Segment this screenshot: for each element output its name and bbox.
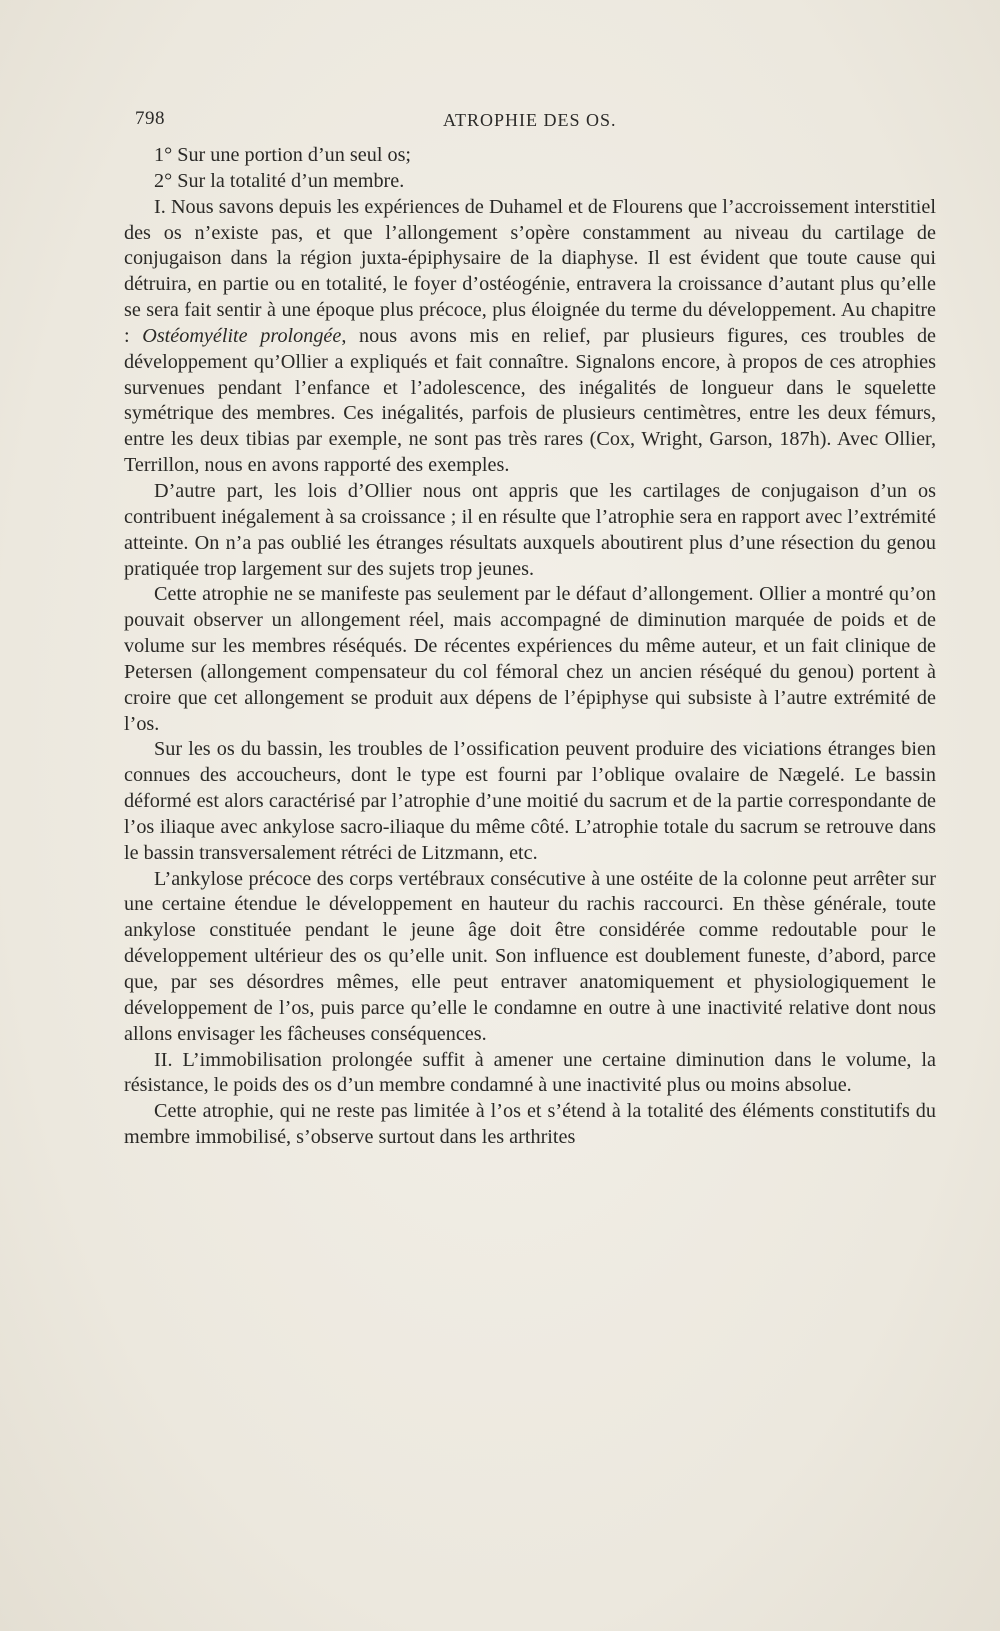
paragraph-section-i-start: I. Nous savons depuis les expériences de Duhamel et de Flourens que l’accroissement interstitiel des os n’existe pas, et que l’allongement s’opère constamment au niveau du cartilage de conjugaison dans la région juxta-épiphysaire de la diaphyse. Il est évident que toute cause qui détruira, en partie ou en totalité, le foyer d’ostéogénie, entravera la croissance d’autant plus qu’elle se sera fait sentir à une époque plus précoce, plus éloignée du terme du développement. Au chapitre : xyxy=(124,195,936,347)
page-number: 798 xyxy=(135,108,165,129)
paragraph-section-i-rest: , nous avons mis en relief, par plusieurs figures, ces troubles de développement qu’Ollier a expliqués et fait connaître. Signalons encore, à propos de ces atrophies survenues pendant l’enfance et l’adolescence, des inégalités de longueur dans le squelette symétrique des membres. Ces inégalités, parfois de plusieurs centimètres, entre les deux fémurs, entre les deux tibias par exemple, ne sont pas très rares (Cox, Wright, Garson, 187h). Avec Ollier, Terrillon, nous en avons rapporté des exemples. xyxy=(124,324,936,477)
paragraph-section-ii: II. L’immobilisation prolongée suffit à amener une certaine diminution dans le volume, la résistance, le poids des os d’un membre condamné à une inactivité plus ou moins absolue. xyxy=(124,1048,936,1097)
paragraph-atrophy-arthrites: Cette atrophie, qui ne reste pas limitée à l’os et s’étend à la totalité des éléments constitutifs du membre immobilisé, s’observe surtout dans les arthrites xyxy=(124,1100,936,1149)
paragraph-enum-1: 1° Sur une portion d’un seul os; xyxy=(154,144,412,166)
paragraph-bassin: Sur les os du bassin, les troubles de l’ossification peuvent produire des viciations étranges bien connues des accoucheurs, dont le type est fourni par l’oblique ovalaire de Nægelé. Le bassin déformé est alors caractérisé par l’atrophie d’une moitié du sacrum et de la partie correspondante de l’os iliaque avec ankylose sacro-iliaque du même côté. L’atrophie totale du sacrum se retrouve dans le bassin transversalement rétréci de Litzmann, etc. xyxy=(124,738,936,864)
body-text xyxy=(124,143,936,1151)
paragraph-atrophy-allongement: Cette atrophie ne se manifeste pas seulement par le défaut d’allongement. Ollier a montré qu’on pouvait observer un allongement réel, mais accompagné de diminution marquée de poids et de volume sur les membres réséqués. De récentes expériences du même auteur, et un fait clinique de Petersen (allongement compensateur du col fémoral chez un ancien réséqué du genou) portent à croire que cet allongement se produit aux dépens de l’épiphyse qui subsiste à l’autre extrémité de l’os. xyxy=(124,583,936,735)
paragraph-enum-2: 2° Sur la totalité d’un membre. xyxy=(154,169,405,192)
paragraph-ollier-laws: D’autre part, les lois d’Ollier nous ont appris que les cartilages de conjugaison d’un os contribuent inégalement à sa croissance ; il en résulte que l’atrophie sera en rapport avec l’extrémité atteinte. On n’a pas oublié les étranges résultats auxquels aboutirent plus d’une résection du genou pratiquée trop largement sur des sujets trop jeunes. xyxy=(124,479,936,580)
italic-chapter-title: Ostéomyélite prolongée xyxy=(142,324,342,347)
page-header xyxy=(135,108,925,138)
running-title: ATROPHIE DES OS. xyxy=(443,110,617,130)
paragraph-section-i xyxy=(124,195,936,479)
paragraph-ankylose: L’ankylose précoce des corps vertébraux consécutive à une ostéite de la colonne peut arrêter sur une certaine étendue le développement en hauteur du rachis raccourci. En thèse générale, toute ankylose constituée pendant le jeune âge doit être considérée comme redoutable pour le développement ultérieur des os qu’elle unit. Son influence est doublement funeste, d’abord, parce que, par ses désordres mêmes, elle peut entraver anatomiquement et physiologiquement le développement de l’os, puis parce qu’elle le condamne en outre à une inactivité relative dont nous allons envisager les fâcheuses conséquences. xyxy=(124,867,936,1045)
